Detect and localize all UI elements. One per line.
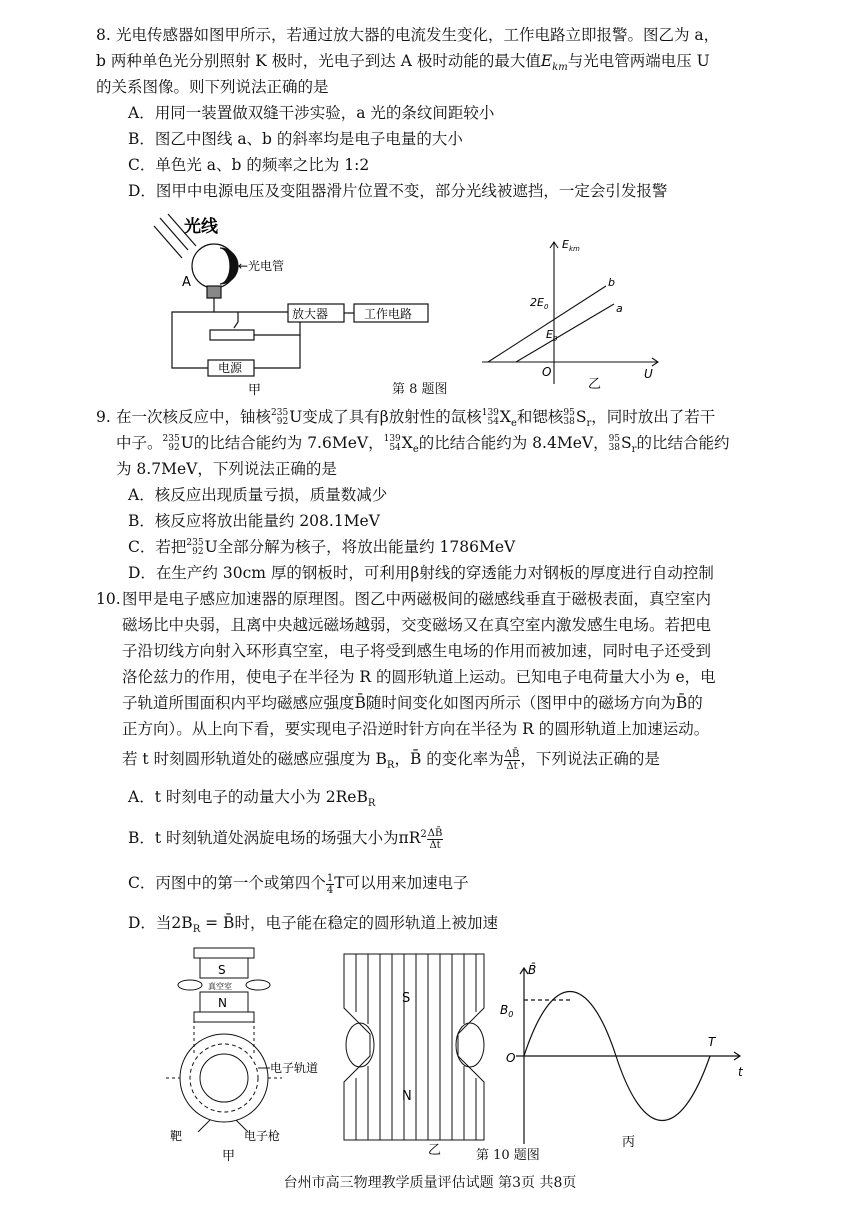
- q10-option-b: B．t 时刻轨道处涡旋电场的场强大小为$\pi R^2$ $\frac{\Delta B̄}{\Delta t}$: [128, 827, 443, 851]
- e0-label: $E_0$: [546, 328, 558, 343]
- wire-right: [254, 322, 300, 335]
- q8-option-b: B．图乙中图线 a、b 的斜率均是电子电量的大小: [128, 130, 463, 148]
- vacuum-left: [178, 980, 202, 990]
- q9-option-b: B．核反应将放出能量约 208.1MeV: [128, 512, 380, 530]
- q10-figure-yi: [340, 950, 490, 1160]
- yi-n-label: N: [402, 1089, 412, 1104]
- q9-line-2: 中子。 235 92 U的比结合能约为 7.6MeV， 139 54 $X_e$的比结合能约为 8.4MeV， 95 38 $S_r$的比结合能约: [116, 434, 730, 456]
- work-circuit-label: 工作电路: [364, 307, 413, 321]
- q8-stem-line-2: b 两种单色光分别照射 K 极时，光电子到达 A 极时动能的最大值$E_{km}$与光电管两端电压 U: [96, 52, 710, 74]
- orbit-label: 电子轨道: [270, 1061, 319, 1075]
- top-pole-cap: [194, 948, 254, 958]
- fig-jia-label: 甲: [248, 383, 262, 398]
- fig-yi-label: 乙: [588, 377, 602, 392]
- q8-number: 8.: [96, 26, 111, 44]
- cathode-k: [220, 248, 238, 284]
- vacuum-right: [246, 980, 270, 990]
- q10-stem-line-1: 图甲是电子感应加速器的原理图。图乙中两磁极间的磁感线垂直于磁极表面，真空室内: [122, 590, 712, 608]
- q9-option-c: C．若把 235 92 U全部分解为核子，将放出能量约 1786MeV: [128, 538, 516, 557]
- fig-bing-label: 丙: [622, 1135, 636, 1150]
- yi-s-label: S: [402, 991, 411, 1006]
- period-t-label: T: [708, 1035, 716, 1049]
- fig-yi-10-label: 乙: [428, 1143, 442, 1158]
- fig-jia-10-label: 甲: [222, 1149, 236, 1164]
- phototube-label: ←光电管: [238, 259, 285, 273]
- q10-stem-line-5: 子轨道所围面积内平均磁感应强度B̄随时间变化如图丙所示（图甲中的磁场方向为B̄的: [122, 694, 703, 712]
- q10-option-d: D．当$2B_R$ = B̄时，电子能在稳定的圆形轨道上被加速: [128, 914, 498, 936]
- power-label: 电源: [218, 361, 243, 375]
- q10-stem-line-4: 洛伦兹力的作用，使电子在半径为 R 的圆形轨道上运动。已知电子电荷量大小为 e，电: [122, 668, 716, 686]
- line-b: [488, 286, 606, 362]
- bing-y-axis-label: B̄: [528, 963, 537, 977]
- q10-number: 10.: [96, 590, 121, 608]
- q10-stem-line-3: 子沿切线方向射入环形真空室，电子将受到感生电场的作用而被加速，同时电子还受到: [122, 642, 712, 660]
- ekm-symbol: $E_{km}$: [540, 52, 568, 74]
- q10-figure-jia: [158, 944, 334, 1164]
- q10-option-c: C．丙图中的第一个或第四个 $\frac{1}{4}$ T可以用来加速电子: [128, 872, 469, 896]
- q8-stem-line-3: 的关系图像。则下列说法正确的是: [96, 78, 329, 96]
- amplifier-label: 放大器: [292, 307, 329, 321]
- q10-condition: 若 t 时刻圆形轨道处的磁感应强度为 $B_R$，B̄ 的变化率为 $\frac{\Delta B̄}{\Delta t}$ ，下列说法正确的是: [122, 748, 660, 772]
- magnet-outline: [344, 954, 484, 1140]
- light-ray-3: [154, 226, 182, 258]
- n-pole-label: N: [218, 996, 227, 1010]
- line-b-label: b: [608, 276, 615, 289]
- q9-number: 9.: [96, 408, 111, 426]
- q10-caption: 第 10 题图: [476, 1148, 540, 1163]
- page-footer: 台州市高三物理教学质量评估试题 第3页 共8页: [283, 1175, 577, 1191]
- s-pole-label: S: [218, 963, 226, 977]
- q9-option-d: D．在生产约 30cm 厚的钢板时，可利用β射线的穿透能力对钢板的厚度进行自动控制: [128, 564, 714, 582]
- q9-line-1: 在一次核反应中，铀核 235 92 U变成了具有β放射性的氙核 139 54 $X_e$和锶核 95 38 $S_r$，同时放出了若干: [116, 408, 716, 430]
- anode-a-label: A: [182, 275, 191, 290]
- u-axis-label: U: [644, 367, 653, 381]
- target-pointer: [198, 1120, 210, 1132]
- yi-y-axis-label: $E_{km}$: [562, 238, 580, 253]
- q8-option-a: A．用同一装置做双缝干涉实验，a 光的条纹间距较小: [128, 104, 495, 122]
- inner-ring: [200, 1054, 248, 1102]
- rheostat-slider: [234, 312, 238, 328]
- rheostat: [210, 330, 254, 340]
- q8-caption: 第 8 题图: [392, 382, 448, 397]
- cathode-k-label: K: [211, 261, 219, 274]
- q8-figure-jia: [150, 208, 450, 398]
- q10-option-a: A．t 时刻电子的动量大小为 2ReB$_R$: [128, 788, 376, 810]
- q10-stem-line-6: 正方向）。从上向下看，要实现电子沿逆时针方向在半径为 R 的圆形轨道上加速运动。: [122, 720, 710, 738]
- q9-option-a: A．核反应出现质量亏损，质量数减少: [128, 486, 388, 504]
- q10-figure-bing: [500, 960, 770, 1156]
- line-a-label: a: [616, 302, 623, 315]
- origin-label: O: [542, 365, 552, 379]
- field-loop-right: [456, 1023, 484, 1067]
- tube-base: [207, 286, 221, 298]
- b0-label: $B_0$: [500, 1003, 514, 1019]
- q8-option-c: C．单色光 a、b 的频率之比为 1:2: [128, 156, 370, 174]
- target-label: 靶: [170, 1129, 183, 1143]
- vacuum-label: 真空室: [208, 982, 232, 991]
- q8-figure-yi: [478, 236, 668, 392]
- q8-option-d: D．图甲中电源电压及变阻器滑片位置不变，部分光线被遮挡，一定会引发报警: [128, 182, 668, 200]
- q8-stem-line-1: 光电传感器如图甲所示，若通过放大器的电流发生变化，工作电路立即报警。图乙为 a，: [116, 26, 720, 44]
- outer-ring: [180, 1034, 268, 1122]
- wire-left: [172, 298, 214, 368]
- q10-stem-line-2: 磁场比中央弱，且离中央越远磁场越弱，交变磁场又在真空室内激发感生电场。若把电: [122, 616, 712, 634]
- q9-line-3: 为 8.7MeV，下列说法正确的是: [116, 460, 337, 478]
- two-e0-label: $2E_0$: [530, 296, 549, 311]
- gun-label: 电子枪: [244, 1129, 281, 1143]
- light-label: 光线: [184, 217, 218, 237]
- bing-origin-label: O: [506, 1051, 516, 1065]
- t-axis-label: t: [738, 1065, 743, 1079]
